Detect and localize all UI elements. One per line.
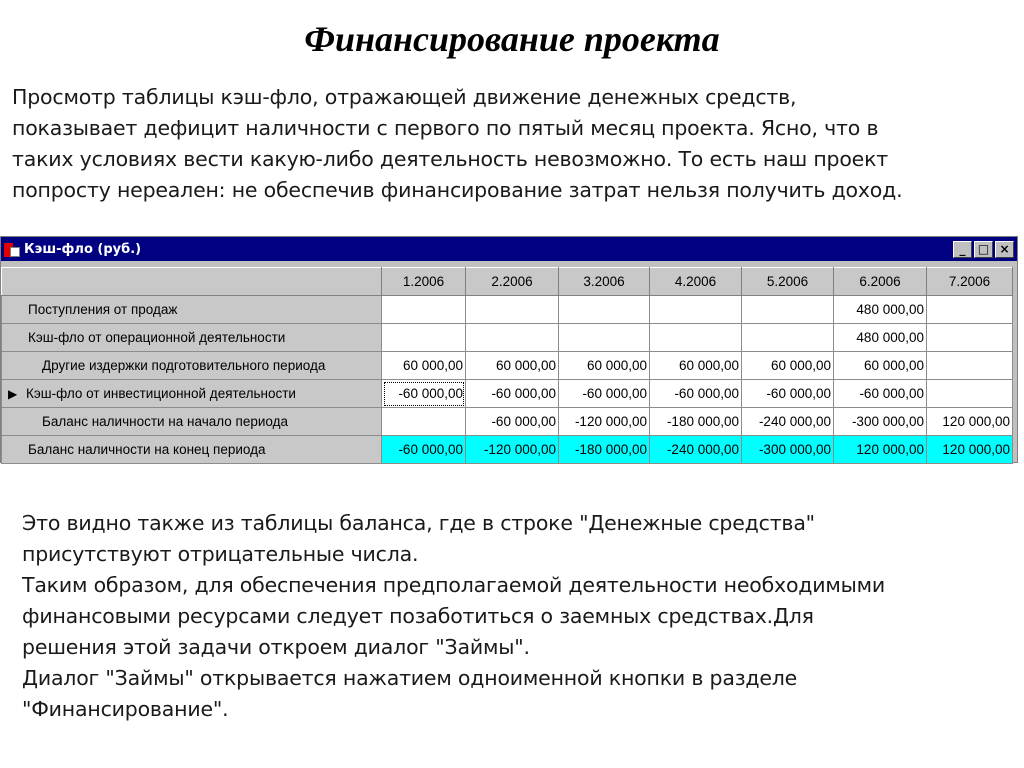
- app-document-icon[interactable]: [4, 241, 21, 258]
- table-cell[interactable]: 60 000,00: [650, 352, 742, 380]
- table-cell[interactable]: -300 000,00: [742, 436, 834, 464]
- table-cell[interactable]: [742, 296, 834, 324]
- intro-line: таких условиях вести какую-либо деятельность невозможно. То есть наш проект: [12, 147, 889, 171]
- table-cell[interactable]: [742, 324, 834, 352]
- table-row: [2, 408, 1013, 436]
- window-controls: [953, 241, 1014, 258]
- row-label[interactable]: [2, 380, 382, 408]
- table-cell[interactable]: 60 000,00: [466, 352, 559, 380]
- header-row: [2, 268, 1013, 296]
- table-cell[interactable]: -60 000,00: [466, 380, 559, 408]
- table-cell[interactable]: 60 000,00: [834, 352, 927, 380]
- outro-line: Это видно также из таблицы баланса, где в строке "Денежные средства": [22, 511, 815, 535]
- table-cell[interactable]: -180 000,00: [559, 436, 650, 464]
- intro-line: попросту нереален: не обеспечив финансирование затрат нельзя получить доход.: [12, 178, 903, 202]
- table-cell[interactable]: -300 000,00: [834, 408, 927, 436]
- table-cell[interactable]: -60 000,00: [742, 380, 834, 408]
- table-cell-selected[interactable]: -60 000,00: [382, 380, 466, 408]
- table-row-current: [2, 380, 1013, 408]
- minimize-button[interactable]: _: [953, 241, 972, 258]
- table-cell[interactable]: 120 000,00: [927, 436, 1013, 464]
- column-header[interactable]: 1.2006: [382, 268, 466, 296]
- table-cell[interactable]: -60 000,00: [466, 408, 559, 436]
- table-cell[interactable]: [382, 324, 466, 352]
- table-cell[interactable]: 120 000,00: [927, 408, 1013, 436]
- table-cell[interactable]: [927, 380, 1013, 408]
- table-cell[interactable]: 60 000,00: [382, 352, 466, 380]
- outro-paragraph: [22, 508, 1012, 725]
- table-cell[interactable]: -120 000,00: [466, 436, 559, 464]
- table-cell[interactable]: -60 000,00: [650, 380, 742, 408]
- window-titlebar[interactable]: [1, 237, 1017, 261]
- table-row-highlight: [2, 436, 1013, 464]
- column-header[interactable]: 3.2006: [559, 268, 650, 296]
- table-cell[interactable]: [927, 352, 1013, 380]
- table-cell[interactable]: [927, 324, 1013, 352]
- slide-title: Финансирование проекта: [304, 19, 720, 59]
- table-cell[interactable]: [559, 296, 650, 324]
- table-cell[interactable]: -60 000,00: [559, 380, 650, 408]
- outro-line: финансовыми ресурсами следует позаботиться о заемных средствах.Для: [22, 604, 814, 628]
- table-row: [2, 296, 1013, 324]
- column-header[interactable]: 5.2006: [742, 268, 834, 296]
- table-cell[interactable]: 60 000,00: [742, 352, 834, 380]
- table-cell[interactable]: -240 000,00: [742, 408, 834, 436]
- intro-line: Просмотр таблицы кэш-фло, отражающей движение денежных средств,: [12, 85, 797, 109]
- table-cell[interactable]: [382, 408, 466, 436]
- table-cell[interactable]: 480 000,00: [834, 324, 927, 352]
- row-label[interactable]: Баланс наличности на начало периода: [2, 408, 382, 436]
- table-cell[interactable]: 60 000,00: [559, 352, 650, 380]
- column-header[interactable]: 2.2006: [466, 268, 559, 296]
- row-label[interactable]: Кэш-фло от операционной деятельности: [2, 324, 382, 352]
- column-header[interactable]: 6.2006: [834, 268, 927, 296]
- row-label-text: Кэш-фло от инвестиционной деятельности: [26, 386, 296, 401]
- cashflow-table: [1, 267, 1013, 464]
- outro-line: решения этой задачи откроем диалог "Займы".: [22, 635, 530, 659]
- outro-line: Таким образом, для обеспечения предполагаемой деятельности необходимыми: [22, 573, 886, 597]
- corner-cell: [2, 268, 382, 296]
- table-cell[interactable]: [650, 296, 742, 324]
- intro-line: показывает дефицит наличности с первого по пятый месяц проекта. Ясно, что в: [12, 116, 879, 140]
- table-cell[interactable]: -60 000,00: [834, 380, 927, 408]
- close-button[interactable]: ×: [995, 241, 1014, 258]
- table-cell[interactable]: [650, 324, 742, 352]
- outro-line: "Финансирование".: [22, 697, 229, 721]
- row-label[interactable]: Поступления от продаж: [2, 296, 382, 324]
- table-row: [2, 352, 1013, 380]
- window-title: Кэш-фло (руб.): [24, 241, 142, 257]
- outro-line: присутствуют отрицательные числа.: [22, 542, 419, 566]
- table-cell[interactable]: -240 000,00: [650, 436, 742, 464]
- column-header[interactable]: 4.2006: [650, 268, 742, 296]
- row-label[interactable]: Другие издержки подготовительного периода: [2, 352, 382, 380]
- table-cell[interactable]: [382, 296, 466, 324]
- maximize-button[interactable]: □: [974, 241, 993, 258]
- table-cell[interactable]: [466, 324, 559, 352]
- row-pointer-icon: ▶: [8, 387, 18, 401]
- table-cell[interactable]: [927, 296, 1013, 324]
- outro-line: Диалог "Займы" открывается нажатием одноименной кнопки в разделе: [22, 666, 798, 690]
- table-cell[interactable]: -120 000,00: [559, 408, 650, 436]
- table-cell[interactable]: [466, 296, 559, 324]
- table-cell[interactable]: 480 000,00: [834, 296, 927, 324]
- cashflow-window: [0, 236, 1018, 463]
- intro-paragraph: [12, 82, 1020, 206]
- table-row: [2, 324, 1013, 352]
- table-cell[interactable]: -60 000,00: [382, 436, 466, 464]
- row-label[interactable]: Баланс наличности на конец периода: [2, 436, 382, 464]
- table-cell[interactable]: 120 000,00: [834, 436, 927, 464]
- table-cell[interactable]: [559, 324, 650, 352]
- table-cell[interactable]: -180 000,00: [650, 408, 742, 436]
- column-header[interactable]: 7.2006: [927, 268, 1013, 296]
